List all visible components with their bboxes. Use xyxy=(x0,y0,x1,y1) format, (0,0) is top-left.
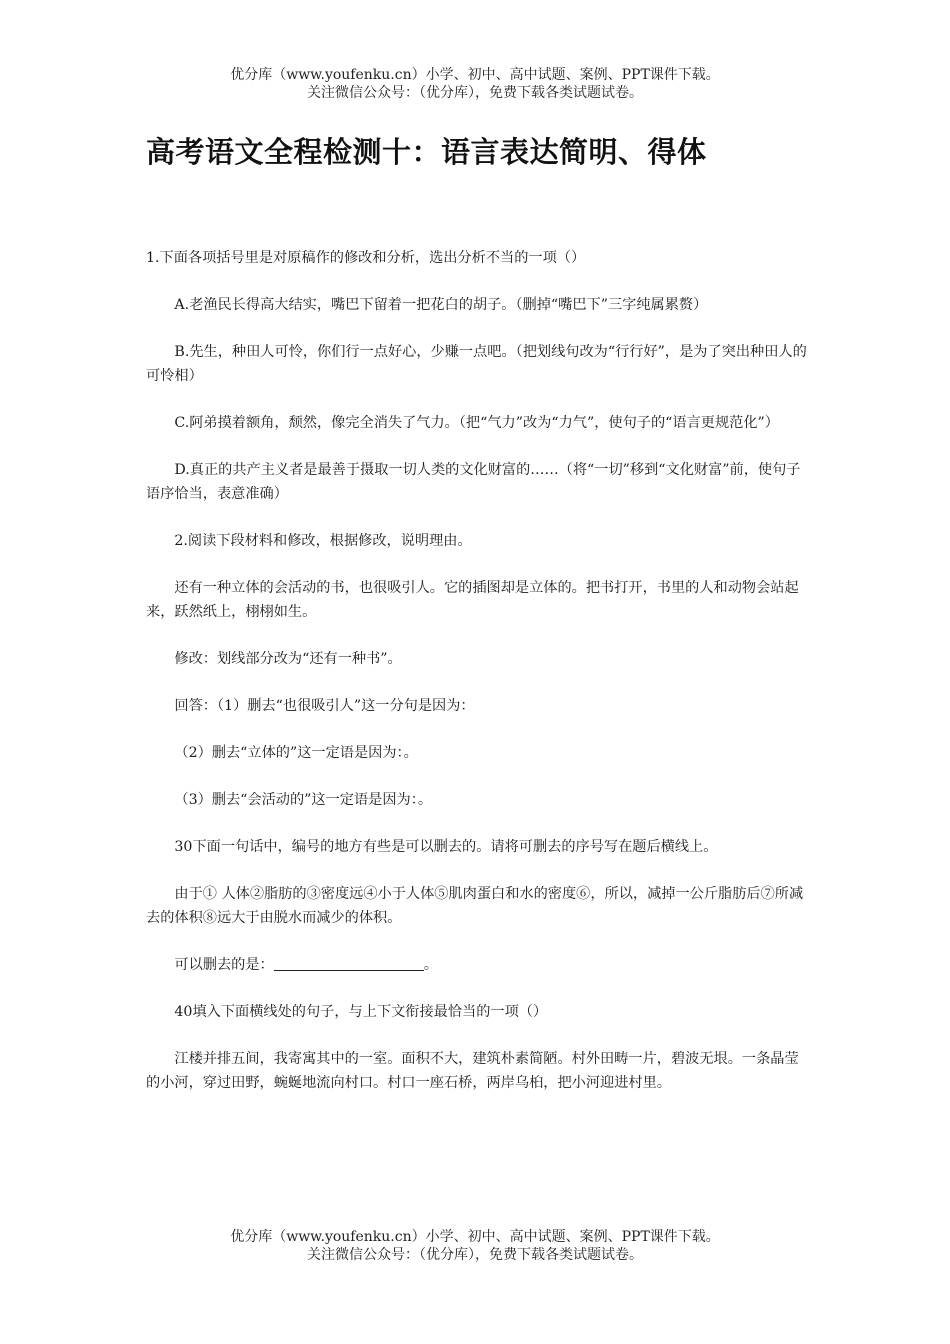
footer-line-2: 关注微信公众号：（优分库），免费下载各类试题试卷。 xyxy=(307,1247,643,1263)
header-line-2: 关注微信公众号：（优分库），免费下载各类试题试卷。 xyxy=(307,85,643,101)
page-footer xyxy=(0,1228,950,1264)
question-2-answer-2: （2）删去“立体的”这一定语是因为：。 xyxy=(174,745,418,761)
question-1-stem: 1.下面各项括号里是对原稿作的修改和分析，选出分析不当的一项（） xyxy=(146,250,586,266)
question-3-answer-suffix: 。 xyxy=(423,957,438,973)
question-2-answer-3: （3）删去“会活动的”这一定语是因为：。 xyxy=(174,792,433,808)
page-header xyxy=(0,66,950,102)
question-1-option-b: B.先生，种田人可怜，你们行一点好心，少赚一点吧。（把划线句改为“行行好”，是为了突出种田人的可怜相） xyxy=(146,344,807,384)
question-4-passage: 江楼并排五间，我寄寓其中的一室。面积不大，建筑朴素简陋。村外田畴一片，碧波无垠。一条晶莹的小河，穿过田野，蜿蜒地流向村口。村口一座石桥，两岸乌桕，把小河迎进村里。 xyxy=(146,1051,799,1091)
answer-blank[interactable] xyxy=(274,956,424,971)
question-3-answer-line xyxy=(146,953,808,977)
question-3-sentence: 由于① 人体②脂肪的③密度远④小于人体⑤肌肉蛋白和水的密度⑥，所以，减掉一公斤脂肪后⑦所减去的体积⑧远大于由脱水而减少的体积。 xyxy=(146,886,804,926)
question-2-passage: 还有一种立体的会活动的书，也很吸引人。它的插图却是立体的。把书打开，书里的人和动物会站起来，跃然纸上，栩栩如生。 xyxy=(146,580,799,620)
header-line-1: 优分库（www.youfenku.cn）小学、初中、高中试题、案例、PPT课件下载。 xyxy=(230,67,720,83)
question-1-option-d: D.真正的共产主义者是最善于摄取一切人类的文化财富的……（将“一切”移到“文化财富”前，使句子语序恰当，表意准确） xyxy=(146,462,801,502)
question-2-revision: 修改：划线部分改为“还有一种书”。 xyxy=(174,651,402,667)
document-body xyxy=(146,246,808,1118)
question-1-option-a: A.老渔民长得高大结实，嘴巴下留着一把花白的胡子。（删掉“嘴巴下”三字纯属累赘） xyxy=(174,297,708,313)
question-1-option-c: C.阿弟摸着额角，颓然，像完全消失了气力。（把“气力”改为“力气”，使句子的“语言更规范化”） xyxy=(174,415,779,431)
document-title: 高考语文全程检测十：语言表达简明、得体 xyxy=(146,135,707,169)
question-3-answer-prefix: 可以删去的是： xyxy=(174,957,274,973)
question-2-answer-1: 回答：（1）删去“也很吸引人”这一分句是因为： xyxy=(174,698,475,714)
question-3-stem: 30下面一句话中，编号的地方有些是可以删去的。请将可删去的序号写在题后横线上。 xyxy=(174,839,718,855)
question-2-stem: 2.阅读下段材料和修改，根据修改，说明理由。 xyxy=(174,533,472,549)
question-4-stem: 40填入下面横线处的句子，与上下文衔接最恰当的一项（） xyxy=(174,1004,548,1020)
footer-line-1: 优分库（www.youfenku.cn）小学、初中、高中试题、案例、PPT课件下载。 xyxy=(230,1229,720,1245)
